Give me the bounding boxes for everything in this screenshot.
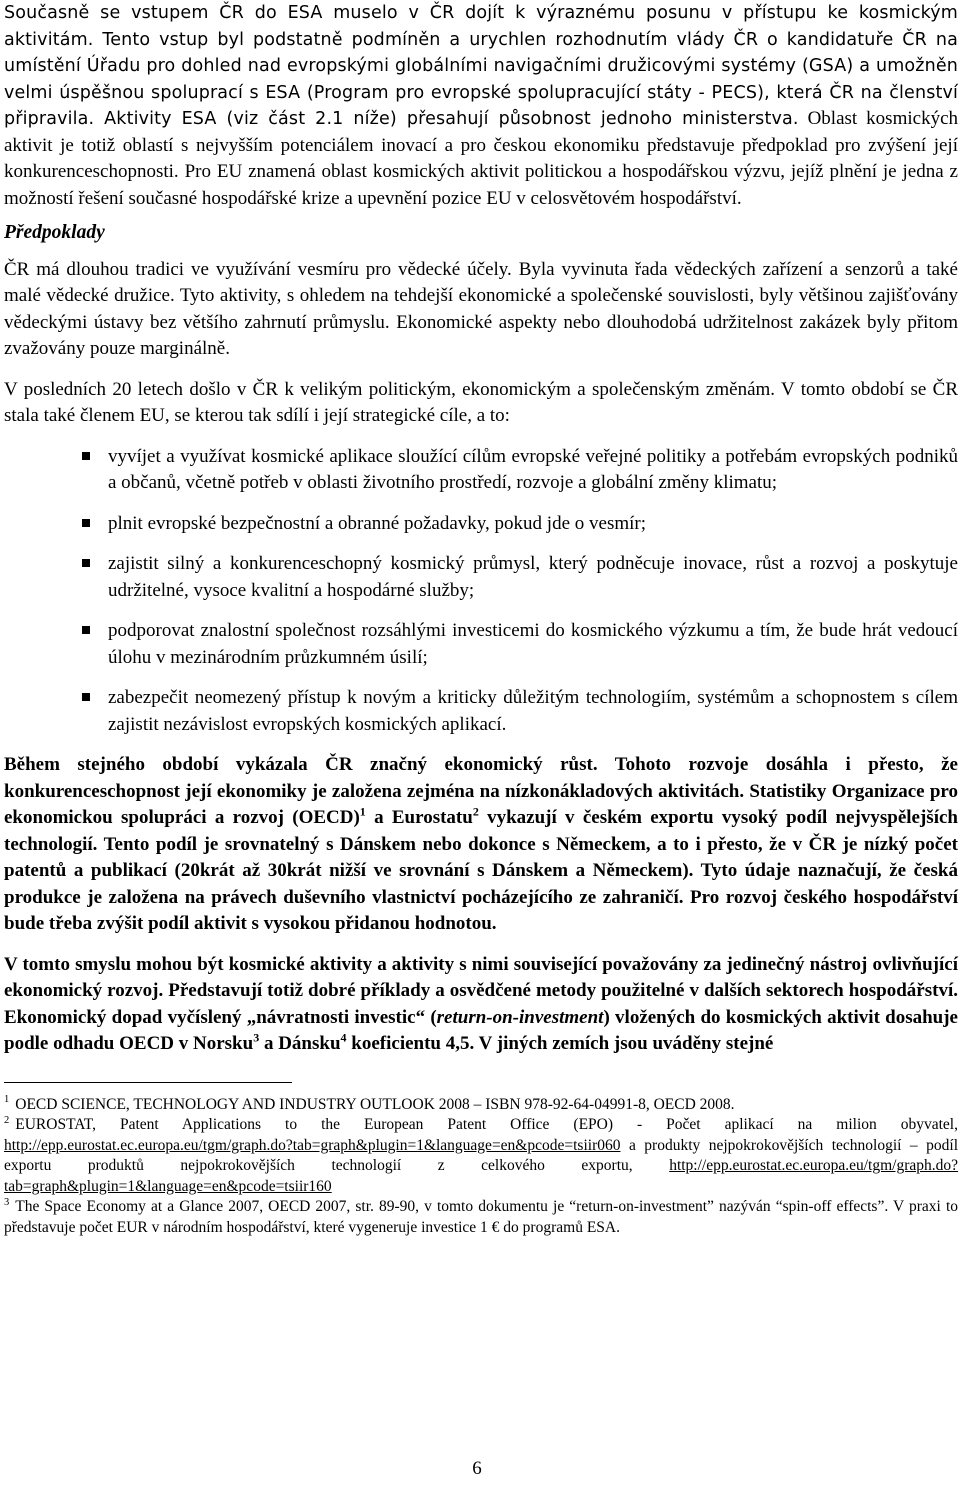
footnote-3 [4, 1197, 958, 1238]
text-run: Během stejného období vykázala ČR značný ekonomický růst. Tohoto rozvoje dosáhla i přesto, že konkurenceschopnost její ekonomiky je založena zejména na nízkonákladových aktivitách. Statistiky Organizace pro ekonomickou spolupráci a rozvoj (OECD) [4, 754, 958, 828]
square-bullet-icon [82, 452, 90, 460]
text-run: vykazují v českém exportu vysoký podíl nejvyspělejších technologií. Tento podíl je srovnatelný s Dánskem nebo dokonce s Německem, a to i přesto, že v ČR je nízký počet patentů a publikací (20krát až 30krát nižší ve srovnání s Dánskem a Německem). Tyto údaje naznačují, že česká produkce je založena na právech duševního vlastnictví pocházejícího ze zahraničí. Pro rozvoj českého hospodářství bude třeba zvýšit podíl aktivit s vysokou přidanou hodnotou. [4, 807, 958, 934]
square-bullet-icon [82, 519, 90, 527]
text-run: a Dánsku [259, 1033, 341, 1054]
eurostat-link-1[interactable]: http://epp.eurostat.ec.europa.eu/tgm/graph.do?tab=graph&plugin=1&language=en&pcode=tsiir060 [4, 1136, 621, 1154]
list-item [4, 685, 958, 738]
eurostat-link-2[interactable]: http://epp.eurostat.ec.europa.eu/tgm/graph.do?tab=graph&plugin=1&language=en&pcode=tsiir160 [4, 1157, 958, 1195]
square-bullet-icon [82, 559, 90, 567]
footnote-ref[interactable]: 1 [359, 804, 366, 819]
footnote-divider [4, 1082, 292, 1083]
text-run: ) vložených do kosmických aktivit dosahuje podle odhadu OECD v Norsku [4, 1006, 958, 1054]
paragraph-intro [4, 0, 958, 212]
list-item-text: zabezpečit neomezený přístup k novým a kriticky důležitým technologiím, systémům a schopnostem s cílem zajistit nezávislost evropských kosmických aplikací. [108, 687, 958, 735]
document-page [4, 0, 958, 1239]
text-run: a Eurostatu [365, 807, 473, 828]
paragraph-intro-sans: Současně se vstupem ČR do ESA muselo v ČR dojít k výraznému posunu v přístupu ke kosmickým aktivitám. Tento vstup byl podstatně podmíněn a urychlen rozhodnutím vlády ČR o kandidatuře ČR na umístění Úřadu pro dohled nad evropskými globálními navigačními družicovými systémy (GSA) a umožněn velmi úspěšnou spoluprací s ESA (Program pro evropské spolupracující státy - PECS), která ČR na členství připravila. Aktivity ESA (viz část 2.1 níže) přesahují působnost jednoho ministerstva. [4, 3, 958, 129]
footnote-text: EUROSTAT, Patent Applications to the European Patent Office (EPO) - Počet aplikací na milion obyvatel, [15, 1116, 958, 1134]
footnote-1 [4, 1095, 958, 1116]
list-item-text: zajistit silný a konkurenceschopný kosmický průmysl, který podněcuje inovace, růst a rozvoj a poskytuje udržitelné, vysoce kvalitní a hospodárné služby; [108, 553, 958, 601]
paragraph-space-activities [4, 952, 958, 1058]
footnote-text: a produkty nejpokrokovějších technologií – podíl exportu produktů nejpokrokovějších technologií z celkového exportu, [4, 1136, 958, 1175]
paragraph-growth [4, 752, 958, 938]
page-number: 6 [472, 1458, 482, 1479]
list-item [4, 618, 958, 671]
list-item [4, 511, 958, 538]
paragraph-tradition: ČR má dlouhou tradici ve využívání vesmíru pro vědecké účely. Byla vyvinuta řada vědeckých zařízení a senzorů a také malé vědecké družice. Tyto aktivity, s ohledem na tehdejší ekonomické a společenské souvislosti, byly většinou zajišťovány vědeckými ústavy bez většího zahrnutí průmyslu. Ekonomické aspekty nebo dlouhodobá udržitelnost zakázek byly přitom zvažovány pouze marginálně. [4, 258, 958, 359]
footnote-number: 2 [4, 1114, 10, 1126]
list-item-text: plnit evropské bezpečnostní a obranné požadavky, pokud jde o vesmír; [108, 512, 647, 534]
footnote-text: OECD SCIENCE, TECHNOLOGY AND INDUSTRY OUTLOOK 2008 – ISBN 978-92-64-04991-8, OECD 2008. [15, 1095, 735, 1113]
italic-term: return-on-investment [436, 1006, 604, 1028]
list-item-text: vyvíjet a využívat kosmické aplikace sloužící cílům evropské veřejné politiky a potřebám evropských podniků a občanů, včetně potřeb v oblasti životního prostředí, rozvoje a globální změny klimatu; [108, 445, 958, 493]
paragraph-intro-serif: Oblast kosmických aktivit je totiž oblastí s nejvyšším potenciálem inovací a pro českou ekonomiku představuje předpoklad pro zvýšení její konkurenceschopnosti. Pro EU znamená oblast kosmických aktivit politickou a hospodářskou výzvu, jejíž plnění je jedna z možností řešení současné hospodářské krize a upevnění pozice EU v celosvětovém hospodářství. [4, 108, 959, 209]
square-bullet-icon [82, 693, 90, 701]
text-run: V tomto smyslu mohou být kosmické aktivity a aktivity s nimi související považovány za jedinečný nástroj ovlivňující ekonomický rozvoj. Představují totiž dobré příklady a osvědčené metody použitelné v dalších sektorech hospodářství. Ekonomický dopad vyčíslený „návratnosti investic“ ( [4, 953, 958, 1028]
square-bullet-icon [82, 626, 90, 634]
section-heading: Předpoklady [4, 222, 105, 243]
footnote-ref[interactable]: 4 [340, 1030, 347, 1045]
footnote-ref[interactable]: 2 [472, 804, 479, 819]
footnote-number: 3 [4, 1197, 10, 1209]
text-run: koeficientu 4,5. V jiných zemích jsou uváděny stejné [346, 1033, 774, 1054]
list-item-text: podporovat znalostní společnost rozsáhlými investicemi do kosmického výzkumu a tím, že bude hrát vedoucí úlohu v mezinárodním průzkumném úsilí; [108, 620, 958, 668]
paragraph-changes: V posledních 20 letech došlo v ČR k velikým politickým, ekonomickým a společenským změnám. V tomto období se ČR stala také členem EU, se kterou tak sdílí i její strategické cíle, a to: [4, 378, 958, 426]
footnote-number: 1 [4, 1094, 10, 1106]
footnote-ref[interactable]: 3 [253, 1030, 260, 1045]
goals-list [4, 444, 958, 739]
footnote-text: The Space Economy at a Glance 2007, OECD 2007, str. 89-90, v tomto dokumentu je “return-on-investment” nazýván “spin-off effects”. V praxi to představuje počet EUR v národním hospodářství, které vygeneruje investice 1 € do programů ESA. [4, 1198, 958, 1237]
footnote-2 [4, 1115, 958, 1197]
list-item [4, 444, 958, 497]
list-item [4, 551, 958, 604]
